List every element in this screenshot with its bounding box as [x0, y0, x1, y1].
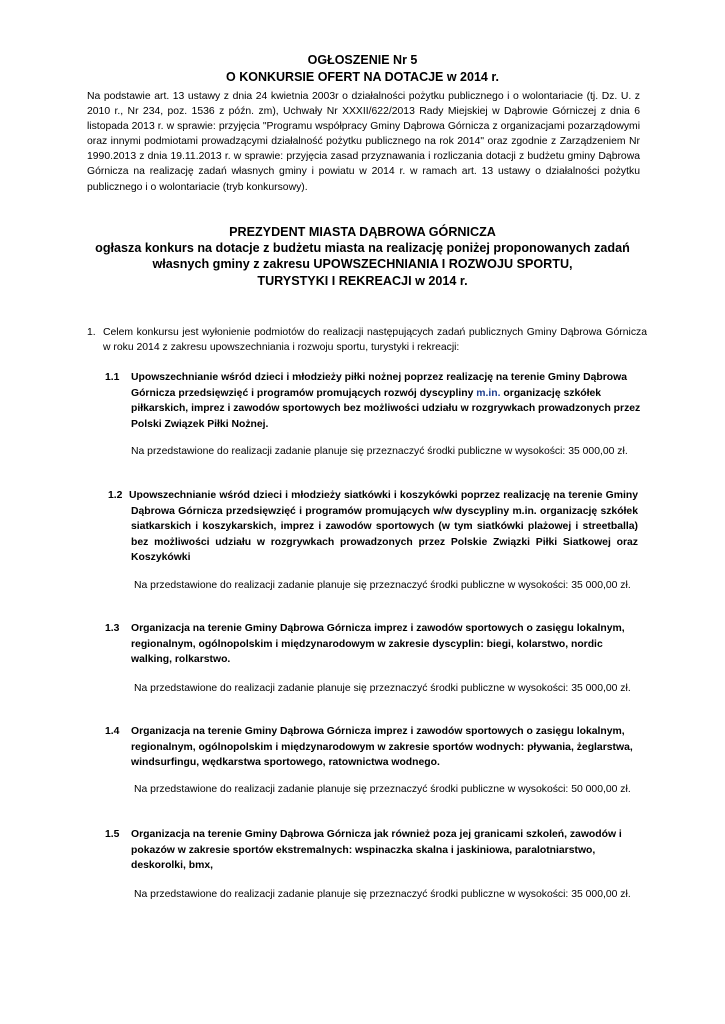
task-title: Upowszechnianie wśród dzieci i młodzieży siatkówki i koszykówki poprzez realizację na terenie Gminy Dąbrowa Górnicza przedsięwzięć i programów promujących w/w dyscypliny m.in. organizację szkółek siatkarskich i koszykarskich, imprez i zawodów sportowych (w tym siatkówki plażowej i streetballa) bez możliwości udziału w rozgrywkach prowadzonych przez Polskie Związki Piłki Siatkowej oraz Koszykówki [129, 490, 638, 564]
announcement-line-4: TURYSTYKI I REKREACJI w 2014 r. [257, 273, 468, 288]
announcement-line-2: ogłasza konkurs na dotacje z budżetu miasta na realizację poniżej proponowanych zadań [95, 241, 630, 256]
announcement-line-3: własnych gminy z zakresu UPOWSZECHNIANIA I ROZWOJU SPORTU, [152, 257, 573, 272]
document-title: OGŁOSZENIE Nr 5 [307, 53, 418, 67]
task-number: 1.3 [105, 623, 120, 634]
task-funding: Na przedstawione do realizacji zadanie planuje się przeznaczyć środki publiczne w wysokości: 50 000,00 zł. [134, 784, 631, 795]
section-1-text: Celem konkursu jest wyłonienie podmiotów do realizacji następujących zadań publicznych Gminy Dąbrowa Górnicza w roku 2014 z zakresu upowszechniania i rozwoju sportu, turystyki i rekreacji: [103, 327, 647, 354]
announcement-line-1: PREZYDENT MIASTA DĄBROWA GÓRNICZA [229, 225, 496, 239]
task-title: Organizacja na terenie Gminy Dąbrowa Górnicza jak również poza jej granicami szkoleń, zawodów i pokazów w zakresie sportów ekstremalnych: wspinaczka skalna i jaskiniowa, paralotniarstwo, deskorolki, bmx, [131, 829, 622, 872]
task-number: 1.5 [105, 829, 120, 840]
task-funding: Na przedstawione do realizacji zadanie planuje się przeznaczyć środki publiczne w wysokości: 35 000,00 zł. [131, 446, 628, 457]
task-funding: Na przedstawione do realizacji zadanie planuje się przeznaczyć środki publiczne w wysokości: 35 000,00 zł. [134, 889, 631, 900]
task-title: Organizacja na terenie Gminy Dąbrowa Górnicza imprez i zawodów sportowych o zasięgu lokalnym, regionalnym, ogólnopolskim i międzynarodowym w zakresie dyscyplin: biegi, kolarstwo, nordic walking, rolkarstwo. [131, 623, 625, 666]
task-number: 1.1 [105, 372, 120, 383]
intro-paragraph: Na podstawie art. 13 ustawy z dnia 24 kwietnia 2003r o działalności pożytku publicznego i o wolontariacie (tj. Dz. U. z 2010 r., Nr 234, poz. 1536 z późn. zm), Uchwały Nr XXXII/622/2013 Rady Miejskiej w Dąbrowie Górniczej z dnia 6 listopada 2013 r. w sprawie: przyjęcia "Programu współpracy Gminy Dąbrowa Górnicza z organizacjami pozarządowymi oraz innymi podmiotami prowadzącymi działalność pożytku publicznego na rok 2014" oraz zgodnie z Zarządzeniem Nr 1990.2013 z dnia 19.11.2013 r. w sprawie: przyjęcia zasad przyznawania i rozliczania dotacji z budżetu gminy Dąbrowa Górnicza na realizację zadań własnych gminy i powiatu w 2014 r. w ramach art. 13 ustawy o działalności pożytku publicznego i o wolontariacie (tryb konkursowy). [87, 91, 640, 193]
task-funding: Na przedstawione do realizacji zadanie planuje się przeznaczyć środki publiczne w wysokości: 35 000,00 zł. [134, 683, 631, 694]
task-title-part: Upowszechnianie wśród dzieci i młodzieży piłki nożnej poprzez realizację na terenie Gminy Dąbrowa Górnicza przedsięwzięć i programów promujących rozwój dyscypliny [131, 372, 627, 399]
task-number: 1.2 [108, 490, 123, 501]
task-title: Organizacja na terenie Gminy Dąbrowa Górnicza imprez i zawodów sportowych o zasięgu lokalnym, regionalnym, ogólnopolskim i międzynarodowym w zakresie sportów wodnych: pływania, żeglarstwa, windsurfingu, wędkarstwa sportowego, ratownictwa wodnego. [131, 726, 633, 769]
section-1-number: 1. [87, 327, 96, 338]
task-title [131, 370, 641, 432]
section-1 [87, 325, 647, 355]
task-title-part: organizację szkółek piłkarskich, imprez i zawodów sportowych bez możliwości udziału w rozgrywkach prowadzonych przez Polski Związek Piłki Nożnej. [131, 387, 641, 430]
task-funding: Na przedstawione do realizacji zadanie planuje się przeznaczyć środki publiczne w wysokości: 35 000,00 zł. [134, 580, 631, 591]
document-subtitle: O KONKURSIE OFERT NA DOTACJE w 2014 r. [226, 70, 499, 84]
task-number: 1.4 [105, 726, 120, 737]
task-title-highlight: m.in. [476, 387, 501, 399]
announcement-heading [0, 224, 725, 289]
